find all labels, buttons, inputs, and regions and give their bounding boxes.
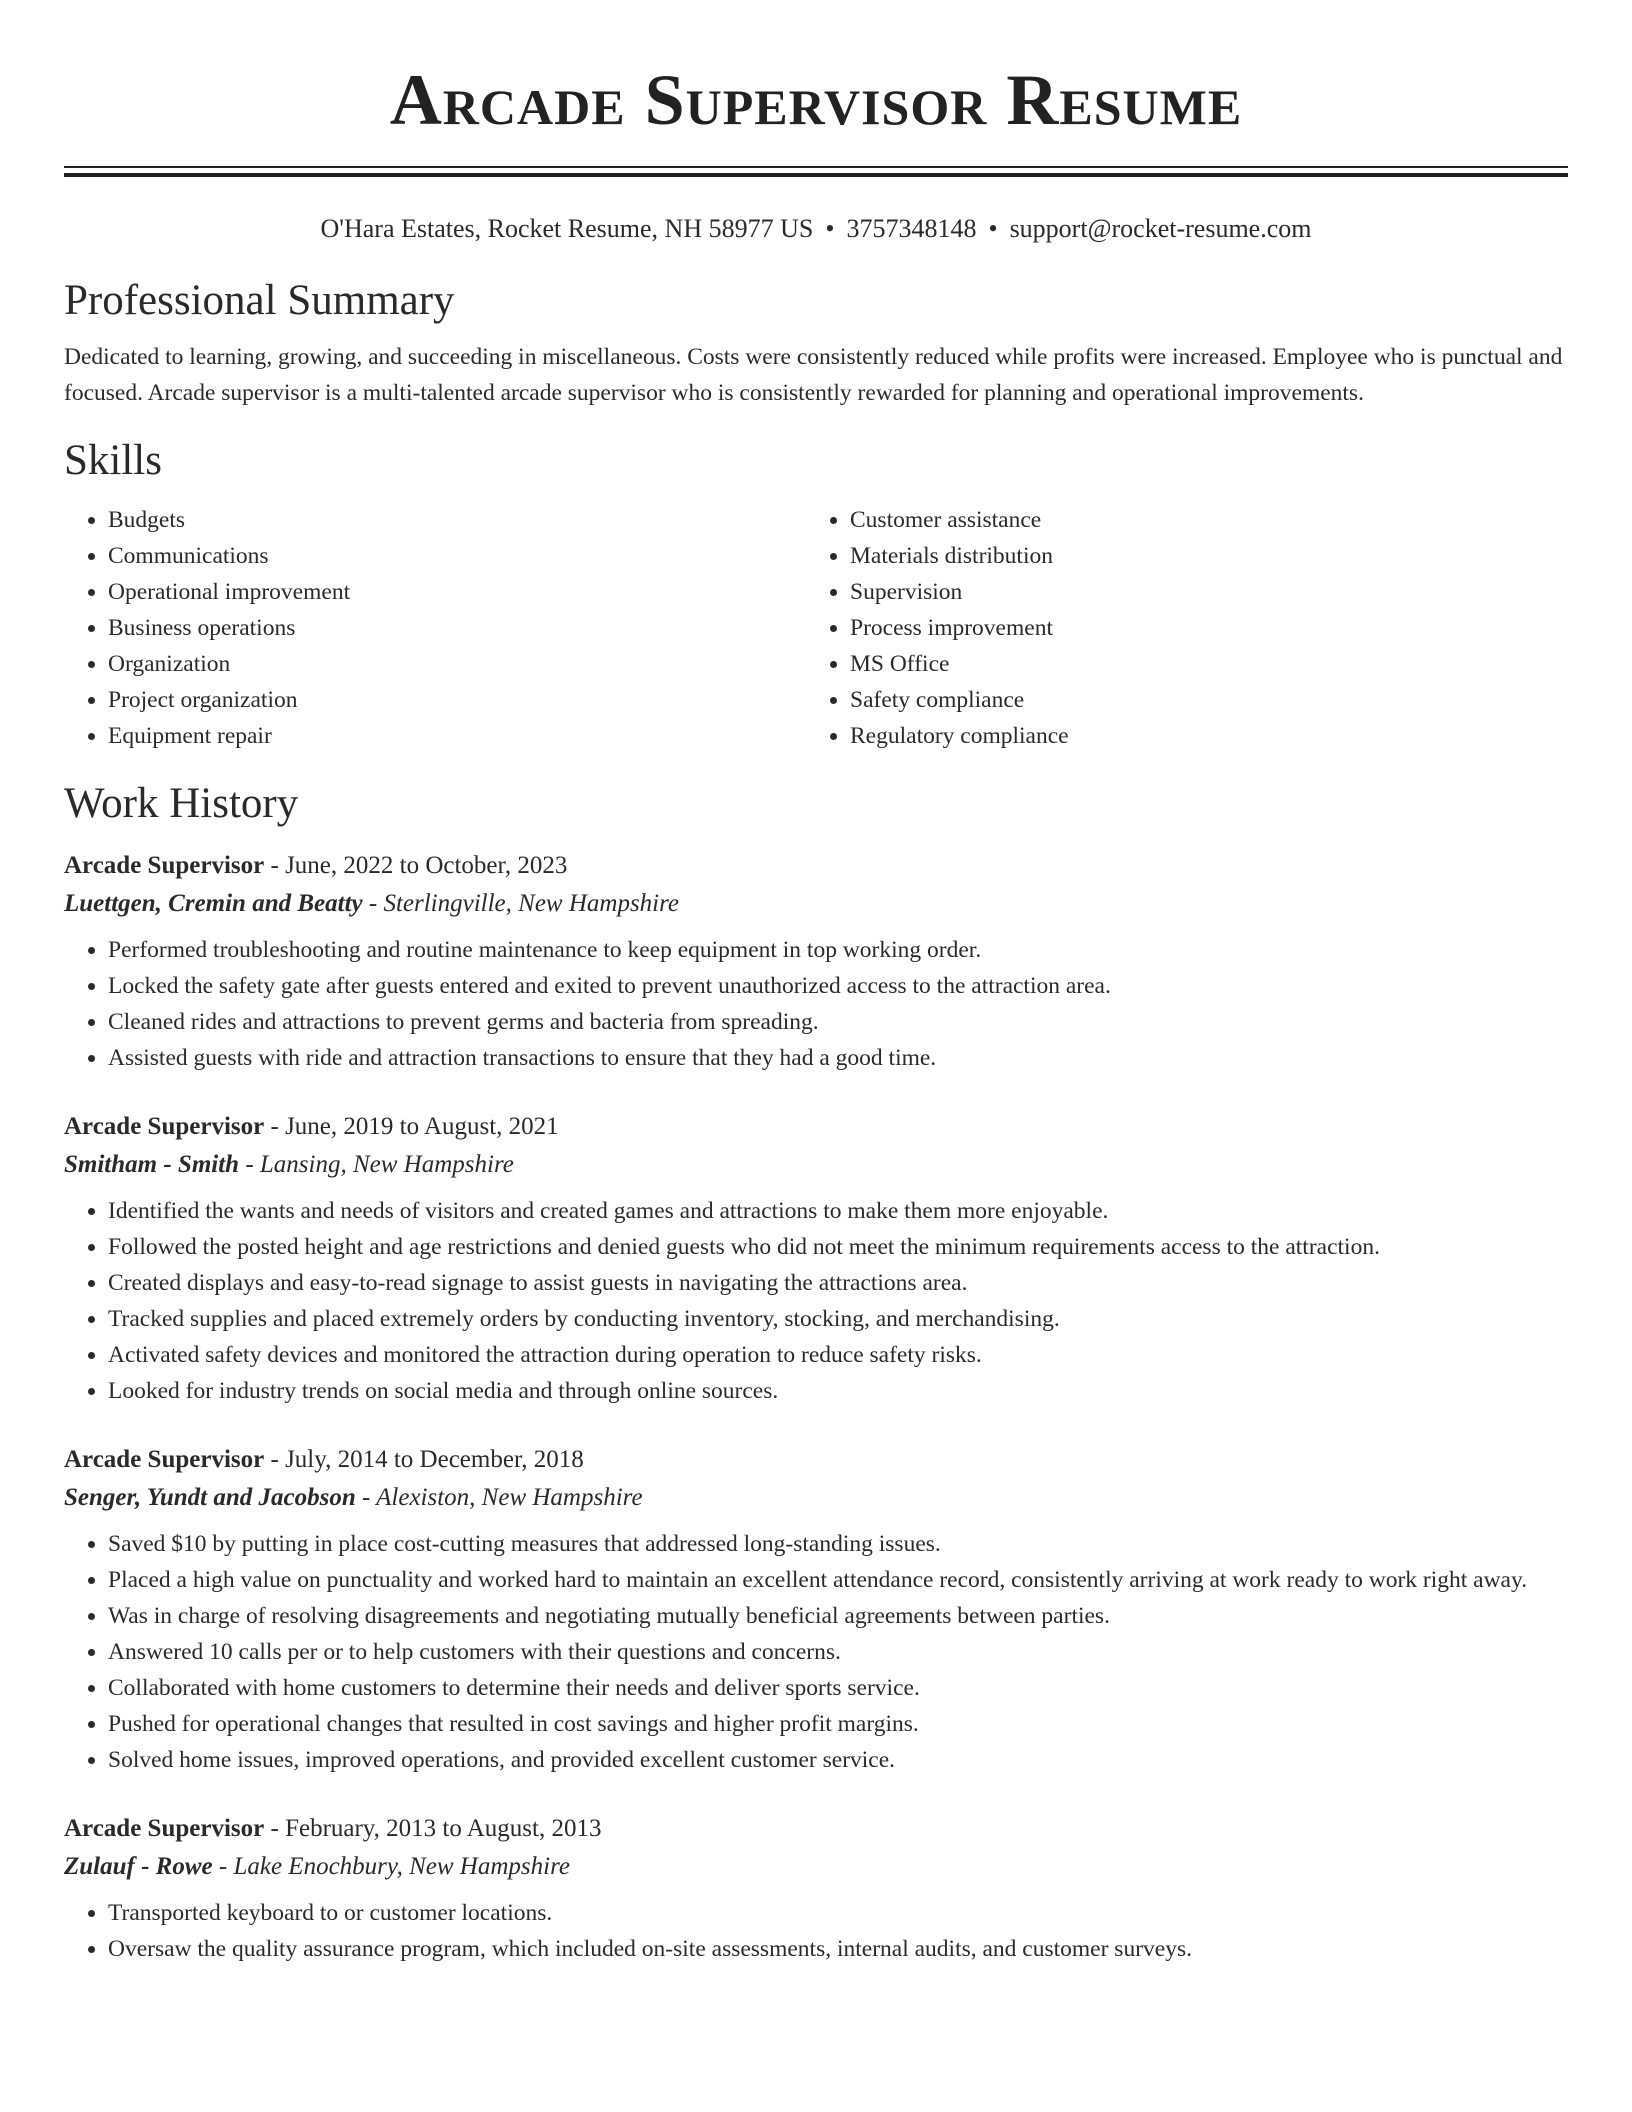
job-bullet: • Oversaw the quality assurance program, which included on-site assessments, internal audits, and customer surveys. (108, 1931, 1568, 1967)
contact-address: O'Hara Estates, Rocket Resume, NH 58977 US (320, 214, 814, 243)
job-bullet: • Locked the safety gate after guests entered and exited to prevent unauthorized access to the attraction area. (108, 968, 1568, 1004)
skill-item: • Process improvement (850, 610, 1548, 646)
job-dates: June, 2022 to October, 2023 (285, 852, 568, 879)
skills-right-column (806, 502, 1548, 754)
job-company-line: Luettgen, Cremin and Beatty - Sterlingville, New Hampshire (64, 890, 680, 917)
skill-item: • Regulatory compliance (850, 718, 1548, 754)
skills-heading: Skills (64, 437, 162, 484)
resume-page (64, 0, 1568, 1967)
job-bullet: • Was in charge of resolving disagreements and negotiating mutually beneficial agreements between parties. (108, 1598, 1568, 1634)
job-bullet: • Activated safety devices and monitored the attraction during operation to reduce safety risks. (108, 1337, 1568, 1373)
job-entry (64, 1109, 1568, 1409)
job-bullet: • Saved $10 by putting in place cost-cutting measures that addressed long-standing issues. (108, 1526, 1568, 1562)
contact-line (64, 213, 1568, 245)
job-title: Arcade Supervisor (64, 852, 265, 879)
skill-item: • Business operations (108, 610, 806, 646)
summary-section (64, 275, 1568, 411)
job-title-line: Arcade Supervisor - February, 2013 to August, 2013 (64, 1815, 602, 1842)
job-title: Arcade Supervisor (64, 1113, 265, 1140)
job-bullet: • Assisted guests with ride and attraction transactions to ensure that they had a good time. (108, 1040, 1568, 1076)
contact-phone: 3757348148 (846, 214, 977, 243)
skill-item: • Operational improvement (108, 574, 806, 610)
skill-item: • Customer assistance (850, 502, 1548, 538)
contact-separator: • (988, 214, 998, 243)
job-title-line: Arcade Supervisor - June, 2022 to October, 2023 (64, 852, 568, 879)
skills-left-column (64, 502, 806, 754)
skill-item: • Safety compliance (850, 682, 1548, 718)
title-divider (64, 166, 1568, 177)
job-bullet: • Performed troubleshooting and routine maintenance to keep equipment in top working order. (108, 932, 1568, 968)
job-bullet: • Collaborated with home customers to determine their needs and deliver sports service. (108, 1670, 1568, 1706)
job-title: Arcade Supervisor (64, 1446, 265, 1473)
contact-email: support@rocket-resume.com (1009, 214, 1312, 243)
job-entry (64, 1442, 1568, 1778)
job-company-line: Zulauf - Rowe - Lake Enochbury, New Hampshire (64, 1853, 570, 1880)
job-entry (64, 1811, 1568, 1967)
job-location: Alexiston, New Hampshire (376, 1484, 643, 1511)
skill-item: • Project organization (108, 682, 806, 718)
job-entry (64, 848, 1568, 1076)
job-bullets (64, 932, 1568, 1076)
job-bullet: • Looked for industry trends on social media and through online sources. (108, 1373, 1568, 1409)
job-bullet: • Pushed for operational changes that resulted in cost savings and higher profit margins. (108, 1706, 1568, 1742)
job-bullet: • Cleaned rides and attractions to prevent germs and bacteria from spreading. (108, 1004, 1568, 1040)
job-dates: February, 2013 to August, 2013 (285, 1815, 602, 1842)
job-location: Lake Enochbury, New Hampshire (233, 1853, 570, 1880)
work-history-heading: Work History (64, 780, 299, 827)
summary-heading: Professional Summary (64, 277, 455, 324)
job-company-line: Smitham - Smith - Lansing, New Hampshire (64, 1151, 514, 1178)
job-company: Luettgen, Cremin and Beatty (64, 890, 363, 917)
job-location: Lansing, New Hampshire (259, 1151, 514, 1178)
skills-section (64, 435, 1568, 754)
job-bullet: • Identified the wants and needs of visitors and created games and attractions to make them more enjoyable. (108, 1193, 1568, 1229)
job-bullet: • Answered 10 calls per or to help customers with their questions and concerns. (108, 1634, 1568, 1670)
job-company: Smitham - Smith (64, 1151, 240, 1178)
skills-columns (64, 502, 1568, 754)
skill-item: • Materials distribution (850, 538, 1548, 574)
job-bullet: • Created displays and easy-to-read signage to assist guests in navigating the attractions area. (108, 1265, 1568, 1301)
summary-text: Dedicated to learning, growing, and succeeding in miscellaneous. Costs were consistently reduced while profits were increased. Employee who is punctual and focused. Arcade supervisor is a multi-talented arcade supervisor who is consistently rewarded for planning and operational improvements. (64, 344, 1563, 406)
job-dates: June, 2019 to August, 2021 (285, 1113, 559, 1140)
skill-item: • MS Office (850, 646, 1548, 682)
job-location: Sterlingville, New Hampshire (383, 890, 680, 917)
job-title: Arcade Supervisor (64, 1815, 265, 1842)
job-bullets (64, 1895, 1568, 1967)
job-bullet: • Followed the posted height and age restrictions and denied guests who did not meet the minimum requirements access to the attraction. (108, 1229, 1568, 1265)
job-company: Senger, Yundt and Jacobson (64, 1484, 356, 1511)
work-history-section (64, 778, 1568, 1967)
skill-item: • Supervision (850, 574, 1548, 610)
skill-item: • Communications (108, 538, 806, 574)
job-company-line: Senger, Yundt and Jacobson - Alexiston, New Hampshire (64, 1484, 643, 1511)
skill-item: • Equipment repair (108, 718, 806, 754)
skill-item: • Organization (108, 646, 806, 682)
job-bullet: • Placed a high value on punctuality and worked hard to maintain an excellent attendance record, consistently arriving at work ready to work right away. (108, 1562, 1568, 1598)
job-company: Zulauf - Rowe (64, 1853, 213, 1880)
job-bullets (64, 1193, 1568, 1409)
job-bullets (64, 1526, 1568, 1778)
job-title-line: Arcade Supervisor - June, 2019 to August, 2021 (64, 1113, 559, 1140)
job-dates: July, 2014 to December, 2018 (285, 1446, 584, 1473)
job-bullet: • Transported keyboard to or customer locations. (108, 1895, 1568, 1931)
job-title-line: Arcade Supervisor - July, 2014 to December, 2018 (64, 1446, 584, 1473)
contact-separator: • (825, 214, 835, 243)
job-bullet: • Solved home issues, improved operations, and provided excellent customer service. (108, 1742, 1568, 1778)
skill-item: • Budgets (108, 502, 806, 538)
job-bullet: • Tracked supplies and placed extremely orders by conducting inventory, stocking, and merchandising. (108, 1301, 1568, 1337)
resume-title: Arcade Supervisor Resume (389, 60, 1243, 140)
